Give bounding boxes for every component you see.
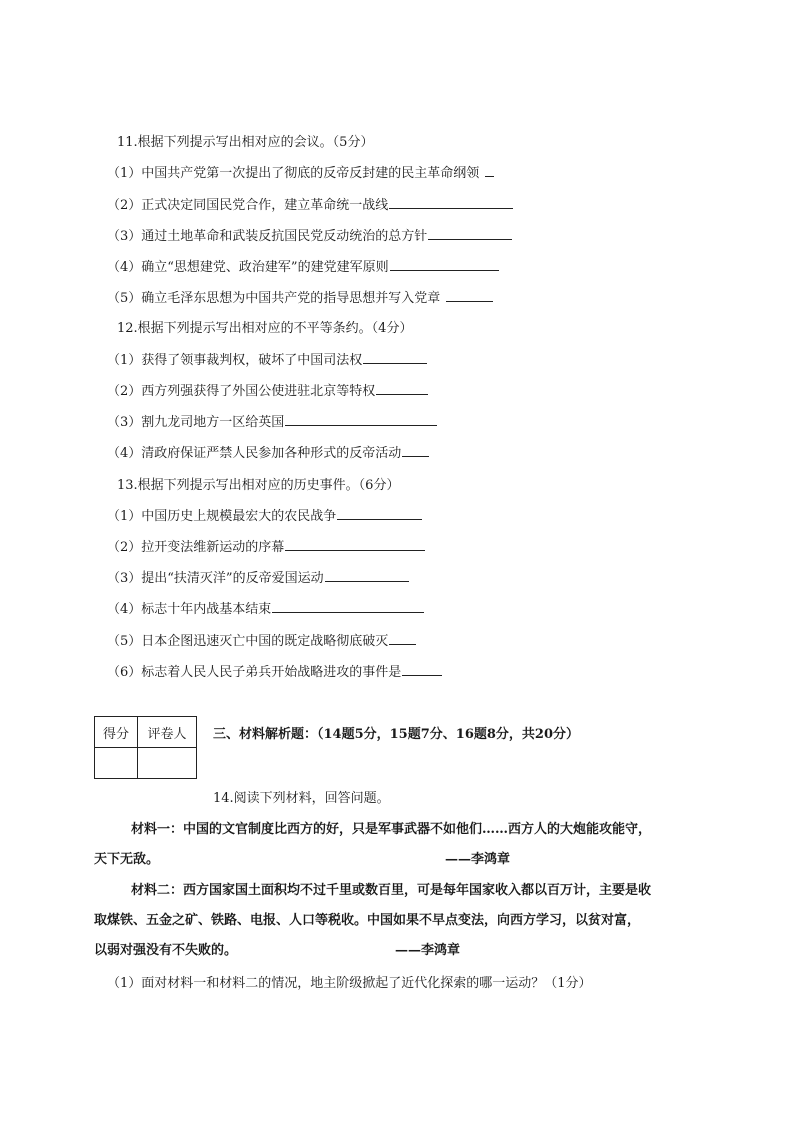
q13-item-1-text: （1）中国历史上规模最宏大的农民战争 — [107, 509, 337, 524]
answer-blank — [446, 292, 493, 302]
score-cell[interactable] — [95, 748, 138, 779]
q13-item-3-text: （3）提出“扶清灭洋”的反帝爱国运动 — [107, 571, 324, 586]
section-3-heading: 三、材料解析题：（14题5分，15题7分、16题8分，共20分） — [213, 727, 579, 742]
q12-item-1 — [107, 352, 427, 370]
score-table — [94, 716, 197, 779]
q13-item-4-text: （4）标志十年内战基本结束 — [107, 602, 272, 617]
answer-blank — [402, 447, 429, 457]
question-13-title: 13.根据下列提示写出相对应的历史事件。（6分） — [117, 478, 400, 493]
q11-item-3-text: （3）通过土地革命和武装反抗国民党反动统治的总方针 — [107, 229, 428, 244]
q12-item-4 — [107, 445, 429, 463]
grader-cell[interactable] — [138, 748, 197, 779]
q13-item-3 — [107, 570, 409, 588]
q13-item-6-text: （6）标志着人民人民子弟兵开始战略进攻的事件是 — [107, 665, 402, 680]
q11-item-2-text: （2）正式决定同国民党合作，建立革命统一战线 — [107, 198, 389, 213]
answer-blank — [285, 541, 425, 551]
score-header: 得分 — [95, 717, 138, 748]
q11-item-5-text: （5）确立毛泽东思想为中国共产党的指导思想并写入党章 — [107, 291, 441, 306]
material-2-line-1: 材料二：西方国家国土面积均不过千里或数百里，可是每年国家收入都以百万计，主要是收 — [131, 883, 652, 898]
answer-blank — [337, 510, 422, 520]
answer-blank — [325, 572, 409, 582]
answer-blank — [389, 199, 513, 209]
q13-item-2 — [107, 539, 425, 557]
answer-blank — [363, 354, 427, 364]
q11-item-4-text: （4）确立“思想建党、政治建军”的建党建军原则 — [107, 260, 389, 275]
q12-item-3 — [107, 414, 437, 432]
answer-blank — [389, 635, 416, 645]
q12-item-2 — [107, 383, 428, 401]
material-1-line-2: 天下无敌。 — [94, 852, 160, 867]
material-2-line-2: 取煤铁、五金之矿、铁路、电报、人口等税收。中国如果不早点变法，向西方学习，以贫对富， — [94, 913, 641, 928]
q13-item-4 — [107, 601, 424, 619]
answer-blank — [390, 261, 499, 271]
answer-blank — [285, 416, 437, 426]
answer-blank — [428, 230, 512, 240]
answer-blank — [485, 167, 494, 177]
question-11-title: 11.根据下列提示写出相对应的会议。（5分） — [117, 135, 374, 150]
answer-blank — [402, 666, 442, 676]
answer-blank — [272, 603, 424, 613]
answer-blank — [376, 385, 428, 395]
q14-sub-question-1: （1）面对材料一和材料二的情况，地主阶级掀起了近代化探索的哪一运动？（1分） — [107, 976, 592, 991]
q13-item-2-text: （2）拉开变法维新运动的序幕 — [107, 540, 285, 555]
q11-item-1-text: （1）中国共产党第一次提出了彻底的反帝反封建的民主革命纲领 — [107, 166, 480, 181]
material-2-line-3: 以弱对强没有不失败的。 — [94, 943, 238, 958]
q11-item-4 — [107, 259, 499, 277]
q12-item-2-text: （2）西方列强获得了外国公使进驻北京等特权 — [107, 384, 376, 399]
q13-item-6 — [107, 664, 442, 682]
q12-item-4-text: （4）清政府保证严禁人民参加各种形式的反帝活动 — [107, 446, 402, 461]
q12-item-1-text: （1）获得了领事裁判权，破坏了中国司法权 — [107, 353, 363, 368]
question-14-title: 14.阅读下列材料，回答问题。 — [213, 791, 390, 806]
q13-item-5-text: （5）日本企图迅速灭亡中国的既定战略彻底破灭 — [107, 634, 389, 649]
q12-item-3-text: （3）割九龙司地方一区给英国 — [107, 415, 285, 430]
q11-item-2 — [107, 197, 513, 215]
q11-item-3 — [107, 228, 512, 246]
material-1-line-1: 材料一：中国的文官制度比西方的好，只是军事武器不如他们……西方人的大炮能攻能守， — [131, 822, 652, 837]
material-1-source: ——李鸿章 — [445, 852, 511, 867]
question-12-title: 12.根据下列提示写出相对应的不平等条约。（4分） — [117, 321, 413, 336]
q13-item-1 — [107, 508, 422, 526]
q13-item-5 — [107, 633, 416, 651]
q11-item-1 — [107, 165, 494, 183]
grader-header: 评卷人 — [138, 717, 197, 748]
material-2-source: ——李鸿章 — [395, 943, 461, 958]
q11-item-5 — [107, 290, 493, 308]
